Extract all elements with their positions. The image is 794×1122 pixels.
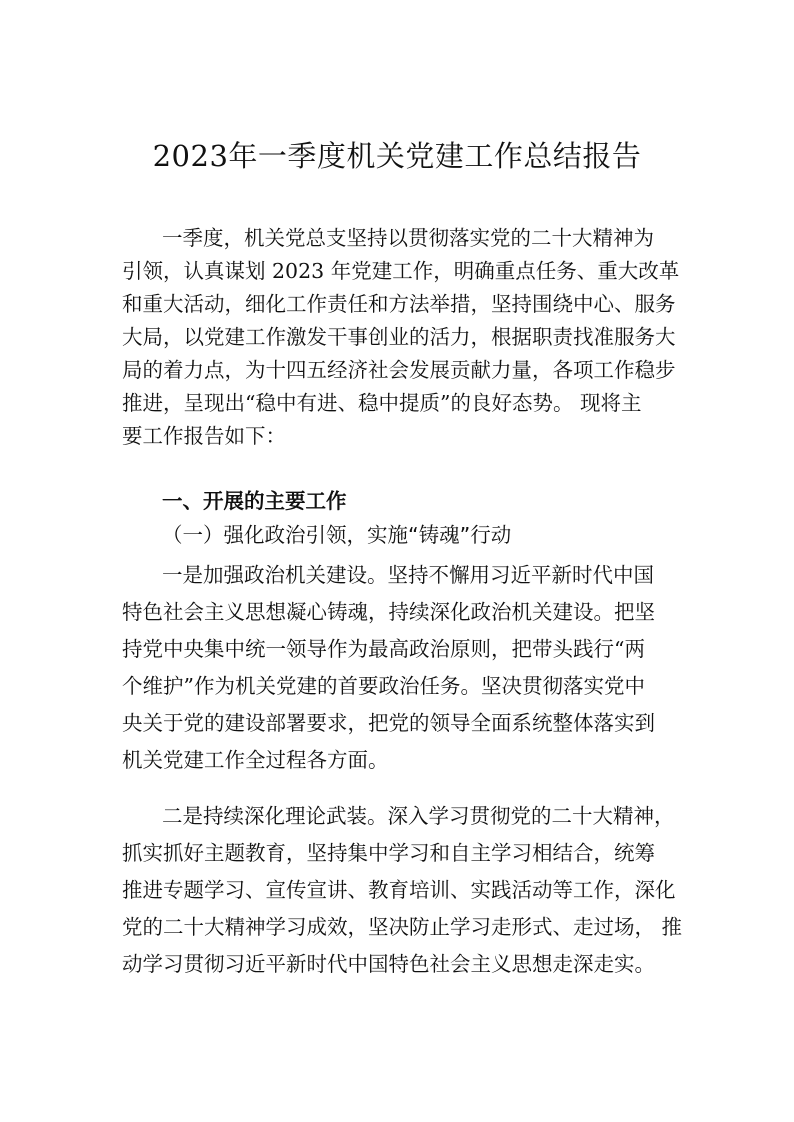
paragraph-line: 引领，认真谋划 2023 年党建工作，明确重点任务、重大改革 — [122, 259, 680, 283]
paragraph-line: 特色社会主义思想凝心铸魂，持续深化政治机关建设。把坚 — [122, 600, 655, 624]
subsection-heading: （一）强化政治引领，实施“铸魂”行动 — [162, 523, 512, 547]
paragraph-line: 和重大活动，细化工作责任和方法举措，坚持围绕中心、服务 — [122, 292, 676, 316]
paragraph-line: 二是持续深化理论武装。深入学习贯彻党的二十大精神， — [162, 804, 675, 828]
paragraph-line: 一季度，机关党总支坚持以贯彻落实党的二十大精神为 — [162, 226, 654, 250]
paragraph-line: 推进，呈现出“稳中有进、稳中提质”的良好态势。 现将主 — [122, 391, 642, 415]
paragraph-line: 机关党建工作全过程各方面。 — [122, 748, 389, 772]
paragraph-line: 持党中央集中统一领导作为最高政治原则，把带头践行“两 — [122, 637, 645, 661]
paragraph-line: 要工作报告如下： — [122, 424, 286, 448]
paragraph-line: 动学习贯彻习近平新时代中国特色社会主义思想走深走实。 — [122, 952, 655, 976]
document-title: 2023年一季度机关党建工作总结报告 — [152, 139, 642, 173]
paragraph-line: 一是加强政治机关建设。坚持不懈用习近平新时代中国 — [162, 563, 654, 587]
paragraph-line: 大局，以党建工作激发干事创业的活力，根据职责找准服务大 — [122, 325, 676, 349]
paragraph-line: 央关于党的建设部署要求，把党的领导全面系统整体落实到 — [122, 711, 655, 735]
section-heading: 一、开展的主要工作 — [162, 489, 347, 513]
paragraph-line: 抓实抓好主题教育，坚持集中学习和自主学习相结合，统筹 — [122, 841, 655, 865]
paragraph-line: 局的着力点，为十四五经济社会发展贡献力量，各项工作稳步 — [122, 358, 676, 382]
paragraph-line: 推进专题学习、宣传宣讲、教育培训、实践活动等工作，深化 — [122, 878, 676, 902]
paragraph-line: 党的二十大精神学习成效，坚决防止学习走形式、走过场， 推 — [122, 915, 683, 939]
paragraph-line: 个维护”作为机关党建的首要政治任务。坚决贯彻落实党中 — [122, 674, 645, 698]
